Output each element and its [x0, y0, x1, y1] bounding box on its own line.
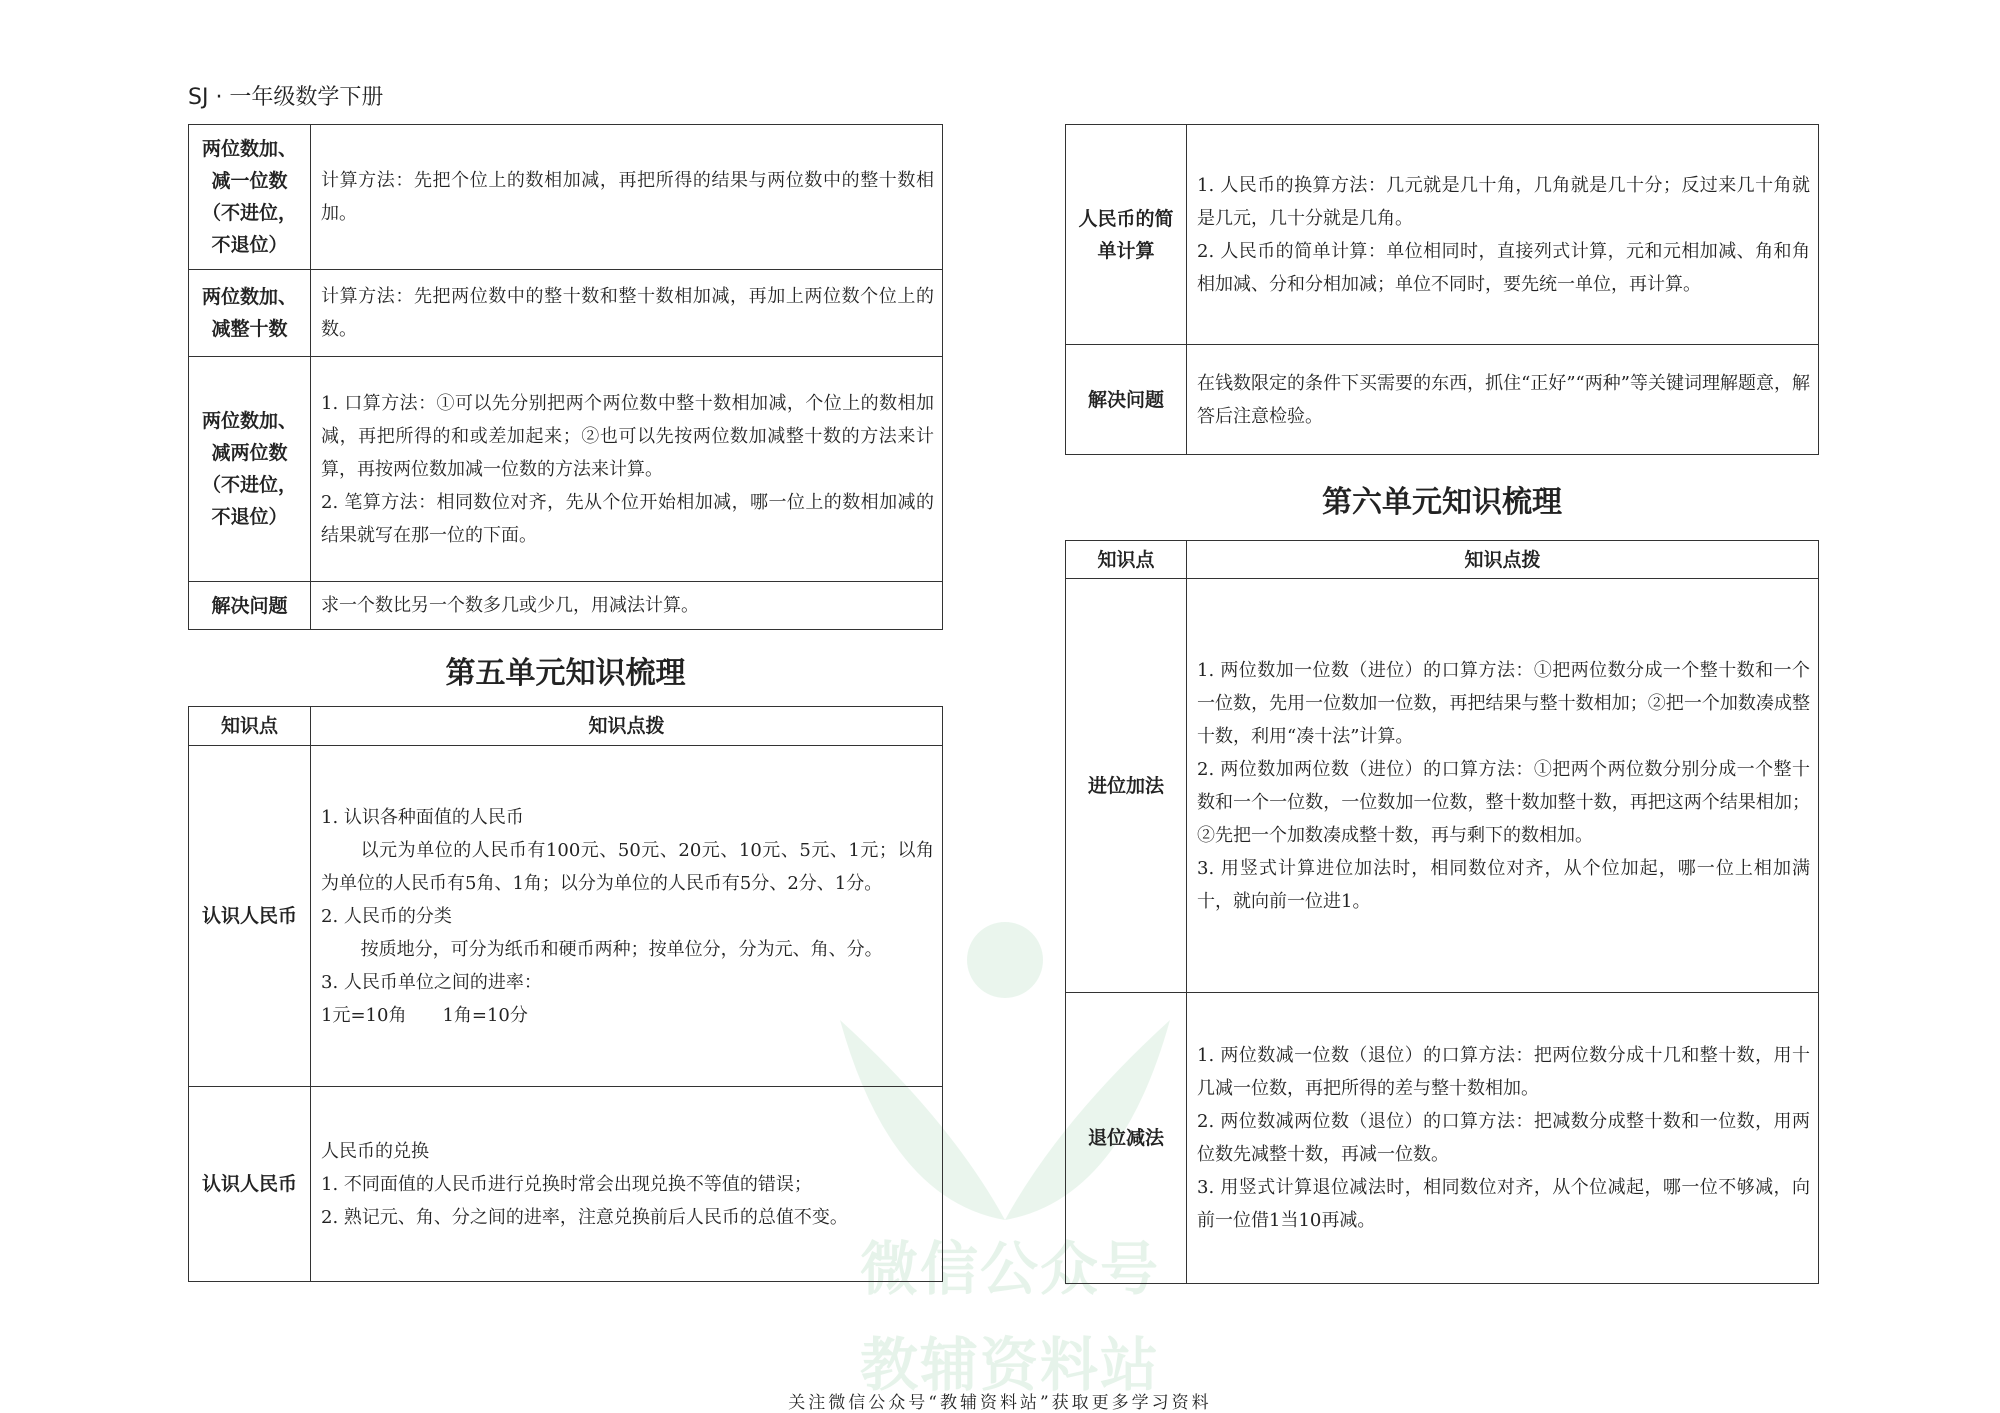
table-row	[1066, 993, 1819, 1284]
watermark-text-1: 微信公众号	[859, 1235, 1160, 1303]
row-content: 人民币的兑换 1. 不同面值的人民币进行兑换时常会出现兑换不等值的错误； 2. 熟记元、角、分之间的进率，注意兑换前后人民币的总值不变。	[311, 1087, 943, 1282]
row-content: 1. 两位数减一位数（退位）的口算方法：把两位数分成十几和整十数，用十几减一位数，再把所得的差与整十数相加。 2. 两位数减两位数（退位）的口算方法：把减数分成整十数和一位数，用两位数先减整十数，再减一位数。 3. 用竖式计算退位减法时，相同数位对齐，从个位减起，哪一位不够减，向前一位借1当10再减。	[1187, 993, 1819, 1284]
table-row	[189, 746, 943, 1087]
row-label: 解决问题	[1066, 345, 1187, 455]
table-row	[189, 357, 943, 582]
unit5-title: 第五单元知识梳理	[445, 656, 686, 691]
row-label: 退位减法	[1066, 993, 1187, 1284]
row-content: 1. 两位数加一位数（进位）的口算方法：①把两位数分成一个整十数和一个一位数，先用一位数加一位数，再把结果与整十数相加；②把一个加数凑成整十数，利用“凑十法”计算。 2. 两位数加两位数（进位）的口算方法：①把两个两位数分别分成一个整十数和一个一位数，一位数加一位数，整十数加整十数，再把这两个结果相加；②先把一个加数凑成整十数，再与剩下的数相加。 3. 用竖式计算进位加法时，相同数位对齐，从个位加起，哪一位上相加满十，就向前一位进1。	[1187, 579, 1819, 993]
col-header-knowledge: 知识点	[189, 707, 311, 746]
row-content: 1. 认识各种面值的人民币 以元为单位的人民币有100元、50元、20元、10元、5元、1元；以角为单位的人民币有5角、1角；以分为单位的人民币有5分、2分、1分。 2. 人民币的分类 按质地分，可分为纸币和硬币两种；按单位分，分为元、角、分。 3. 人民币单位之间的进率： 1元=10角 1角=10分	[311, 746, 943, 1087]
table-top-left	[188, 124, 943, 630]
watermark-text-2: 教辅资料站	[859, 1331, 1160, 1399]
footer-note: 关注微信公众号“教辅资料站”获取更多学习资料	[788, 1393, 1212, 1413]
row-content: 求一个数比另一个数多几或少几，用减法计算。	[311, 582, 943, 630]
table-row	[1066, 125, 1819, 345]
book-header: SJ · 一年级数学下册	[188, 85, 384, 110]
col-header-tips: 知识点拨	[311, 707, 943, 746]
row-label: 解决问题	[189, 582, 311, 630]
unit6-table	[1065, 540, 1819, 1284]
unit5-table	[188, 706, 943, 1282]
row-label: 进位加法	[1066, 579, 1187, 993]
unit6-title: 第六单元知识梳理	[1322, 485, 1562, 520]
col-header-tips: 知识点拨	[1187, 541, 1819, 579]
row-content: 1. 人民币的换算方法：几元就是几十角，几角就是几十分；反过来几十角就是几元，几十分就是几角。 2. 人民币的简单计算：单位相同时，直接列式计算，元和元相加减、角和角相加减、分和分相加减；单位不同时，要先统一单位，再计算。	[1187, 125, 1819, 345]
table-row	[189, 582, 943, 630]
row-content: 1. 口算方法：①可以先分别把两个两位数中整十数相加减，个位上的数相加减，再把所得的和或差加起来；②也可以先按两位数加减整十数的方法来计算，再按两位数加减一位数的方法来计算。 2. 笔算方法：相同数位对齐，先从个位开始相加减，哪一位上的数相加减的结果就写在那一位的下面。	[311, 357, 943, 582]
row-label: 两位数加、减整十数	[189, 270, 311, 357]
row-content: 计算方法：先把个位上的数相加减，再把所得的结果与两位数中的整十数相加。	[311, 125, 943, 270]
row-label: 认识人民币	[189, 1087, 311, 1282]
table-row	[189, 125, 943, 270]
table-row	[1066, 345, 1819, 455]
row-content: 计算方法：先把两位数中的整十数和整十数相加减，再加上两位数个位上的数。	[311, 270, 943, 357]
table-row	[189, 270, 943, 357]
row-label: 认识人民币	[189, 746, 311, 1087]
row-label: 人民币的简单计算	[1066, 125, 1187, 345]
row-content: 在钱数限定的条件下买需要的东西，抓住“正好”“两种”等关键词理解题意，解答后注意检验。	[1187, 345, 1819, 455]
col-header-knowledge: 知识点	[1066, 541, 1187, 579]
row-label: 两位数加、减一位数（不进位，不退位）	[189, 125, 311, 270]
row-label: 两位数加、减两位数（不进位，不退位）	[189, 357, 311, 582]
table-row	[189, 1087, 943, 1282]
table-row	[1066, 579, 1819, 993]
table-top-right	[1065, 124, 1819, 455]
